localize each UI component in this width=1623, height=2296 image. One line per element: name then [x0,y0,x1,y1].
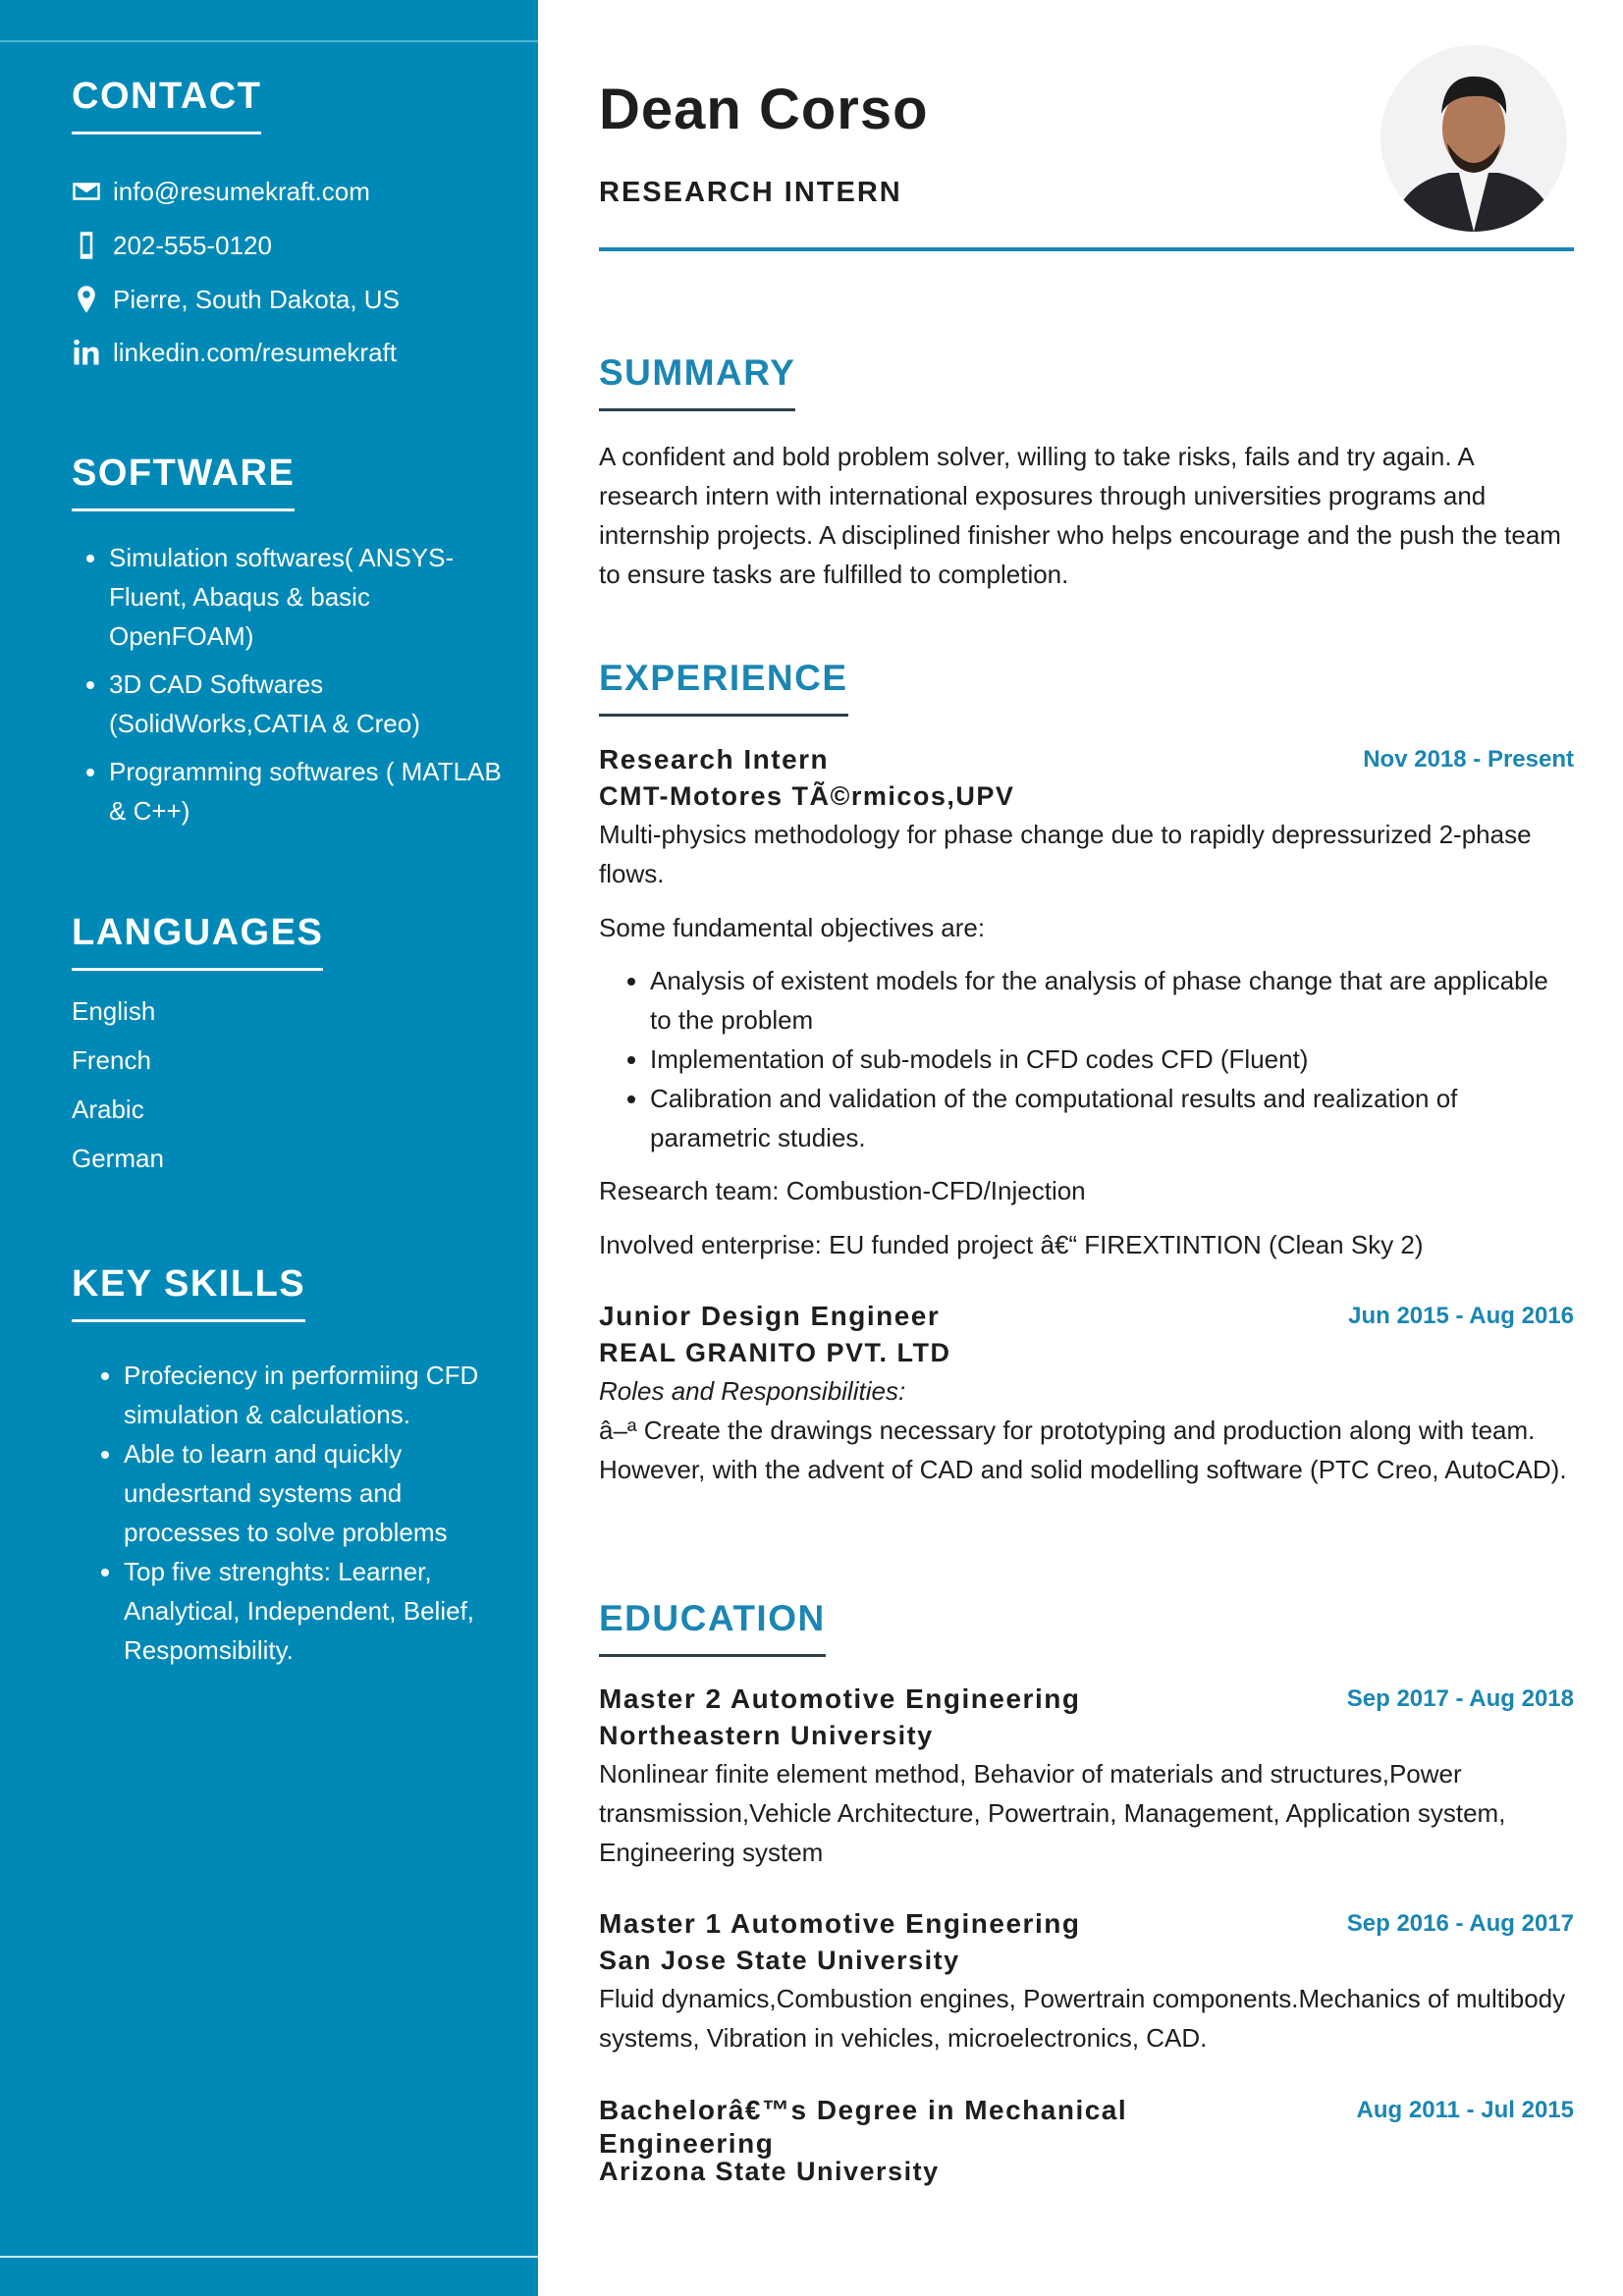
list-item: • Implementation of sub-models in CFD codes CFD (Fluent) [650,1040,1574,1079]
list-item: • Calibration and validation of the computational results and realization of parametric studies. [650,1079,1574,1157]
experience-heading: EXPERIENCE [599,657,848,717]
date-range: Sep 2016 - Aug 2017 [1346,1910,1574,1937]
phone-text: 202-555-0120 [113,231,272,260]
involved-enterprise: Involved enterprise: EU funded project â€“ FIREXTINTION (Clean Sky 2) [599,1230,1424,1259]
degree-title: Bachelorâ€™s Degree in Mechanical Engineering [599,2095,1128,2159]
position-title: Junior Design Engineer [599,1301,941,1331]
linkedin-icon [72,338,101,367]
roles-label: Roles and Responsibilities: [599,1376,906,1406]
linkedin-text: linkedin.com/resumekraft [113,338,397,367]
languages-heading: LANGUAGES [72,911,323,971]
course-description: Nonlinear finite element method, Behavior of materials and structures,Power transmission,Vehicle Architecture, Powertrain, Management, Application system, Engineering system [599,1759,1506,1867]
objectives-intro: Some fundamental objectives are: [599,913,986,942]
course-description: Fluid dynamics,Combustion engines, Powertrain components.Mechanics of multibody systems, Vibration in vehicles, microelectronics, CAD. [599,1984,1566,2053]
header-divider [599,247,1574,251]
date-range: Sep 2017 - Aug 2018 [1346,1685,1574,1712]
candidate-name: Dean Corso [599,78,929,141]
job-description: Multi-physics methodology for phase change due to rapidly depressurized 2-phase flows. [599,820,1532,888]
research-team: Research team: Combustion-CFD/Injection [599,1176,1086,1205]
degree-title: Master 1 Automotive Engineering [599,1908,1081,1939]
degree-title: Master 2 Automotive Engineering [599,1683,1081,1714]
list-item: • Able to learn and quickly undesrtand systems and processes to solve problems [124,1434,499,1552]
envelope-icon [72,177,101,206]
job-description: â–ª Create the drawings necessary for prototyping and production along with team. However, with the advent of CAD and solid modelling software (PTC Creo, AutoCAD). [599,1415,1567,1484]
list-item: • Top five strenghts: Learner, Analytical, Independent, Belief, Respomsibility. [124,1552,499,1670]
contact-location [72,280,400,319]
summary-heading: SUMMARY [599,351,795,411]
school-name: Arizona State University [599,2157,940,2186]
key-skills-heading: KEY SKILLS [72,1262,305,1322]
list-item: • Profeciency in performiing CFD simulation & calculations. [124,1356,499,1434]
education-entry [599,1682,1574,1872]
language-item: Arabic [72,1095,144,1124]
objectives-list [599,961,1574,1157]
school-name: Northeastern University [599,1721,934,1750]
list-item: • Analysis of existent models for the analysis of phase change that are applicable to the problem [650,961,1574,1040]
language-item: French [72,1045,151,1075]
divider [0,2256,538,2258]
contact-linkedin[interactable] [72,333,397,372]
language-item: English [72,996,156,1026]
sidebar [0,0,538,2296]
contact-heading: CONTACT [72,75,261,134]
school-name: San Jose State University [599,1946,960,1975]
phone-icon [72,231,101,260]
education-entry [599,2094,1574,2188]
education-entry [599,1907,1574,2057]
company-name: CMT-Motores TÃ©rmicos,UPV [599,781,1015,811]
position-title: Research Intern [599,744,830,774]
list-item: • 3D CAD Softwares (SolidWorks,CATIA & Creo) [109,665,504,743]
location-text: Pierre, South Dakota, US [113,285,400,314]
date-range: Nov 2018 - Present [1363,746,1574,773]
date-range: Jun 2015 - Aug 2016 [1348,1303,1574,1329]
education-heading: EDUCATION [599,1597,826,1657]
experience-entry [599,1300,1574,1489]
skills-list [86,1356,499,1670]
experience-entry [599,743,1574,1264]
list-item: • Simulation softwares( ANSYS-Fluent, Abaqus & basic OpenFOAM) [109,538,504,656]
job-title: RESEARCH INTERN [599,177,902,208]
company-name: REAL GRANITO PVT. LTD [599,1338,951,1367]
profile-photo [1380,45,1567,232]
contact-email[interactable] [72,172,370,211]
summary-text: A confident and bold problem solver, willing to take risks, fails and try again. A research intern with international exposures through universities programs and internship projects. A disciplined finisher who helps encourage and the push the team to ensure tasks are fulfilled to completion. [599,442,1561,589]
divider [0,40,538,42]
language-item: German [72,1144,164,1173]
location-pin-icon [72,285,101,314]
software-heading: SOFTWARE [72,452,295,511]
software-list [72,538,504,830]
email-text: info@resumekraft.com [113,177,370,206]
person-avatar-icon [1380,45,1567,232]
date-range: Aug 2011 - Jul 2015 [1356,2097,1574,2123]
contact-phone [72,226,272,265]
list-item: • Programming softwares ( MATLAB & C++) [109,752,504,830]
